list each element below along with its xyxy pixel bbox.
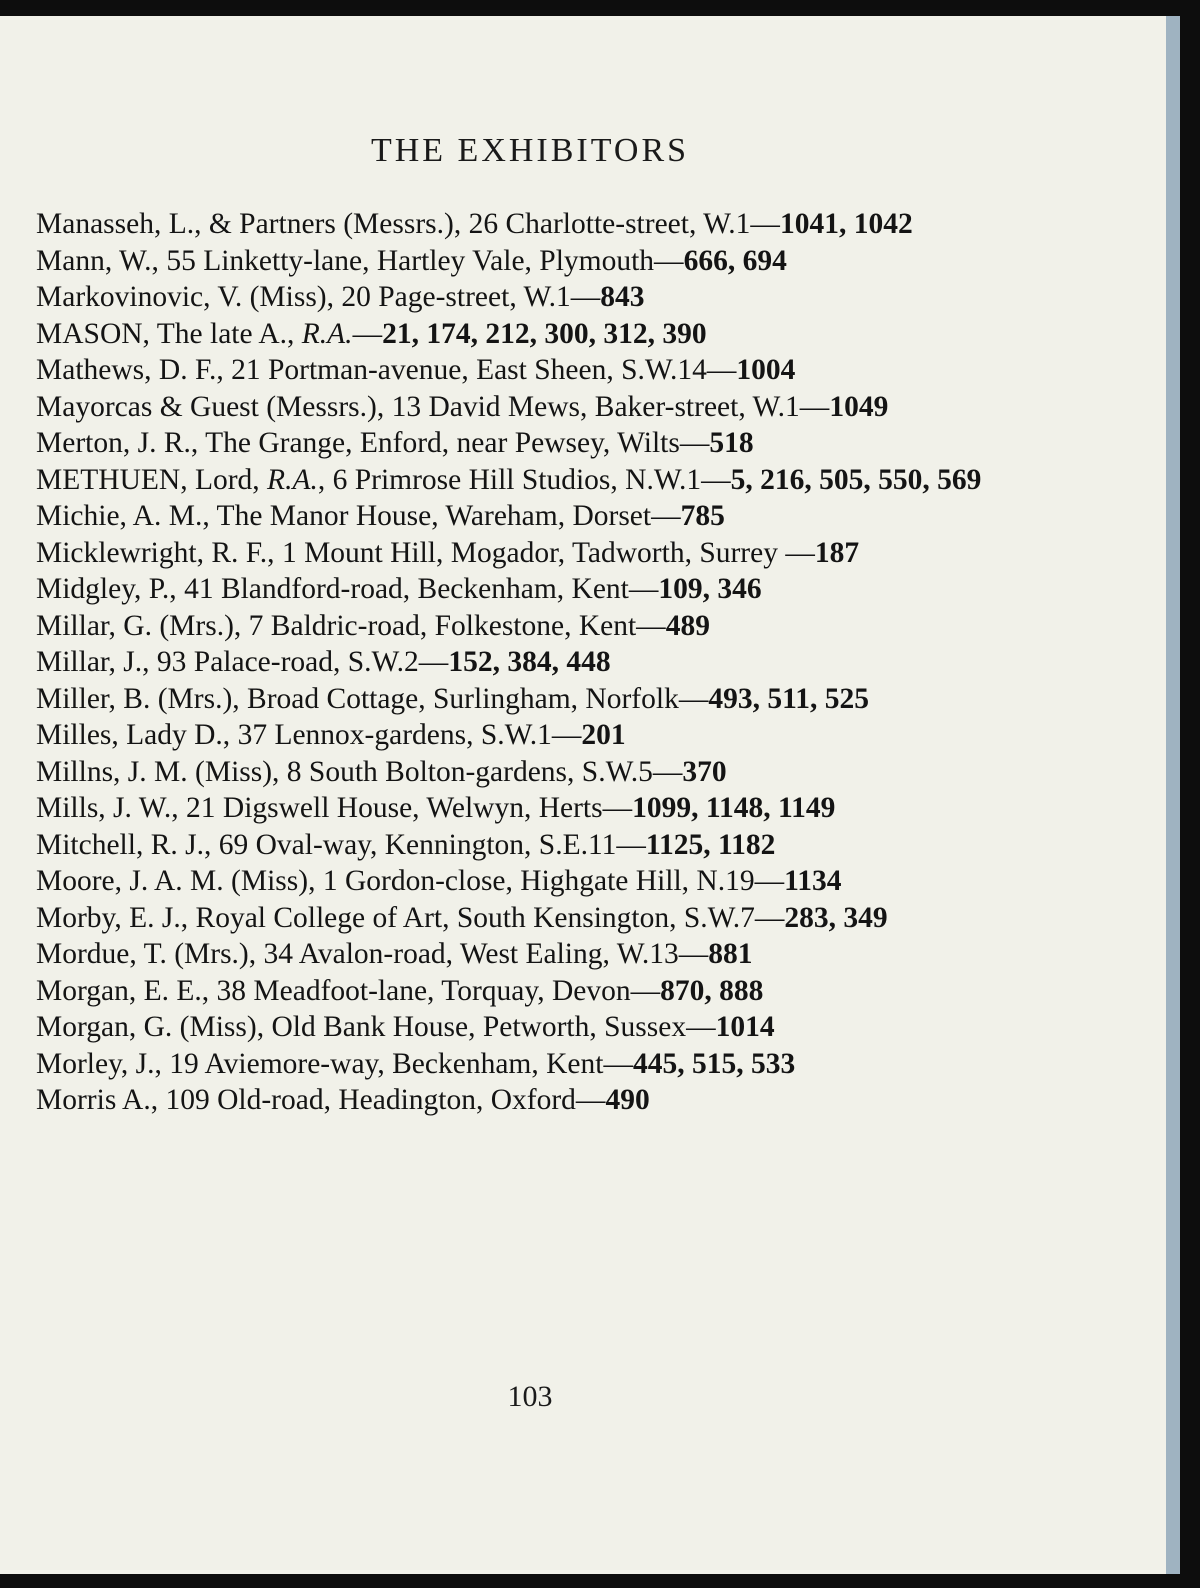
exhibitor-name: Merton, J. R.,: [36, 427, 199, 459]
exhibitor-name: Markovinovic, V. (Miss),: [36, 281, 335, 313]
exhibit-numbers: 666, 694: [683, 244, 787, 277]
exhibit-numbers: 1099, 1148, 1149: [632, 792, 836, 824]
exhibit-numbers: 518: [709, 427, 754, 459]
exhibitor-name: Michie, A. M.,: [36, 500, 210, 532]
exhibitor-address: 1 Mount Hill, Mogador, Tadworth, Surrey —: [274, 536, 815, 569]
exhibit-numbers: 370: [682, 755, 727, 788]
exhibit-numbers: 187: [814, 536, 860, 569]
exhibitor-name: Milles, Lady D.,: [36, 719, 231, 751]
exhibitor-entry: [36, 717, 1036, 754]
exhibitor-name: Mitchell, R. J.,: [36, 828, 212, 861]
exhibit-numbers: 489: [665, 609, 710, 642]
exhibitor-entry: [36, 535, 1036, 572]
exhibitor-address: The Manor House, Wareham, Dorset—: [209, 500, 681, 532]
exhibitor-address: Broad Cottage, Surlingham, Norfolk—: [239, 682, 709, 715]
exhibitor-entry: [36, 279, 1036, 316]
exhibitor-address: Royal College of Art, South Kensington, S.W.7—: [188, 901, 785, 934]
exhibit-numbers: 1041, 1042: [779, 208, 913, 240]
exhibitor-name: Millar, G. (Mrs.),: [36, 609, 242, 642]
exhibitor-address: 19 Aviemore-way, Beckenham, Kent—: [161, 1047, 633, 1080]
exhibitor-name: Micklewright, R. F.,: [36, 536, 275, 569]
exhibitor-name: Mann, W.,: [36, 244, 159, 277]
exhibitor-entry: [36, 973, 1036, 1010]
exhibitor-name: MASON, The late A.,: [36, 317, 302, 350]
exhibitor-name: Manasseh, L., & Partners (Messrs.),: [36, 208, 462, 240]
exhibit-numbers: 109, 346: [658, 573, 762, 605]
exhibit-numbers: 1014: [715, 1011, 775, 1043]
exhibitor-title: R.A.: [267, 463, 318, 496]
exhibitor-entry: [36, 316, 1036, 353]
exhibitor-name: Mordue, T. (Mrs.),: [36, 938, 257, 970]
exhibit-numbers: 490: [605, 1084, 650, 1116]
exhibitor-address: 7 Baldric-road, Folkestone, Kent—: [241, 609, 666, 642]
exhibitor-name: Moore, J. A. M. (Miss),: [36, 865, 316, 897]
exhibit-numbers: 5, 216, 505, 550, 569: [730, 463, 982, 496]
exhibit-numbers: 1134: [784, 865, 842, 897]
exhibitor-address: 1 Gordon-close, Highgate Hill, N.19—: [315, 865, 785, 897]
exhibitor-address: 34 Avalon-road, West Ealing, W.13—: [256, 938, 709, 970]
exhibitor-name: Mayorcas & Guest (Messrs.),: [36, 390, 385, 423]
exhibitor-entry: [36, 790, 1036, 827]
exhibit-numbers: 881: [708, 938, 753, 970]
exhibitor-name: Midgley, P.,: [36, 573, 177, 605]
exhibitor-address: 69 Oval-way, Kennington, S.E.11—: [211, 828, 646, 861]
exhibitor-address: 38 Meadfoot-lane, Torquay, Devon—: [209, 974, 661, 1007]
exhibitor-name: Mills, J. W.,: [36, 792, 179, 824]
exhibitor-name: Morby, E. J.,: [36, 901, 189, 934]
exhibitor-entry: [36, 425, 1036, 462]
exhibitor-address: The Grange, Enford, near Pewsey, Wilts—: [198, 427, 710, 459]
exhibit-numbers: 201: [581, 719, 626, 751]
exhibit-numbers: 1125, 1182: [645, 828, 776, 861]
exhibitor-entry: [36, 936, 1036, 973]
exhibitor-entry: [36, 863, 1036, 900]
exhibitor-entry: [36, 644, 1036, 681]
exhibit-numbers: 152, 384, 448: [448, 646, 611, 678]
exhibit-numbers: 1049: [829, 390, 889, 423]
book-page: [0, 16, 1180, 1574]
exhibitor-entry: [36, 571, 1036, 608]
exhibitor-name: Mathews, D. F.,: [36, 354, 224, 386]
exhibitor-entry: [36, 827, 1036, 864]
exhibitor-name: Morley, J.,: [36, 1047, 162, 1080]
page-number: 103: [507, 1380, 553, 1413]
exhibitor-name: Millns, J. M. (Miss),: [36, 755, 280, 788]
exhibitor-address: 37 Lennox-gardens, S.W.1—: [230, 719, 582, 751]
exhibitor-entry: [36, 389, 1036, 426]
exhibitor-entry: [36, 1082, 1036, 1119]
exhibitor-name: Morgan, E. E.,: [36, 974, 210, 1007]
exhibitor-entry: [36, 352, 1036, 389]
exhibitor-address: 20 Page-street, W.1—: [334, 281, 601, 313]
exhibitor-entry: [36, 243, 1036, 280]
exhibitor-address: 41 Blandford-road, Beckenham, Kent—: [176, 573, 659, 605]
exhibit-numbers: 445, 515, 533: [632, 1047, 796, 1080]
exhibitor-entry: [36, 206, 1036, 243]
exhibitor-name: METHUEN, Lord,: [36, 463, 268, 496]
exhibitor-name: Morgan, G. (Miss),: [36, 1011, 265, 1043]
exhibitor-address: 93 Palace-road, S.W.2—: [149, 646, 449, 678]
exhibit-numbers: 785: [680, 500, 725, 532]
exhibit-numbers: 21, 174, 212, 300, 312, 390: [382, 317, 707, 350]
exhibitor-address: 26 Charlotte-street, W.1—: [461, 208, 780, 240]
exhibitor-name: Miller, B. (Mrs.),: [36, 682, 240, 715]
exhibitor-address: 21 Digswell House, Welwyn, Herts—: [178, 792, 633, 824]
exhibitor-address: 109 Old-road, Headington, Oxford—: [158, 1084, 606, 1116]
exhibitor-entry: [36, 1009, 1036, 1046]
exhibitor-address: 13 David Mews, Baker-street, W.1—: [384, 390, 830, 423]
exhibitor-entry: [36, 608, 1036, 645]
exhibitor-name: Millar, J.,: [36, 646, 150, 678]
exhibitor-address: , 6 Primrose Hill Studios, N.W.1—: [317, 463, 731, 496]
exhibit-numbers: 843: [600, 281, 645, 313]
exhibitor-name: Morris A.,: [36, 1084, 159, 1116]
exhibitor-entry: [36, 754, 1036, 791]
exhibit-numbers: 1004: [736, 354, 796, 386]
exhibitor-entry: [36, 1046, 1036, 1083]
exhibit-numbers: 870, 888: [660, 974, 764, 1007]
exhibitor-entry: [36, 462, 1036, 499]
exhibitor-entry: [36, 498, 1036, 535]
exhibit-numbers: 493, 511, 525: [708, 682, 869, 715]
exhibitor-title: R.A.: [301, 317, 353, 350]
page-title: THE EXHIBITORS: [370, 132, 690, 169]
exhibitor-address: 8 South Bolton-gardens, S.W.5—: [279, 755, 683, 788]
exhibitor-address: 21 Portman-avenue, East Sheen, S.W.14—: [223, 354, 737, 386]
exhibitor-entry: [36, 900, 1036, 937]
exhibitor-list: [36, 206, 1036, 1119]
exhibitor-address: Old Bank House, Petworth, Sussex—: [264, 1011, 716, 1043]
exhibitor-address: 55 Linketty-lane, Hartley Vale, Plymouth—: [158, 244, 684, 277]
exhibit-numbers: 283, 349: [784, 901, 888, 934]
exhibitor-address: —: [352, 317, 383, 350]
exhibitor-entry: [36, 681, 1036, 718]
